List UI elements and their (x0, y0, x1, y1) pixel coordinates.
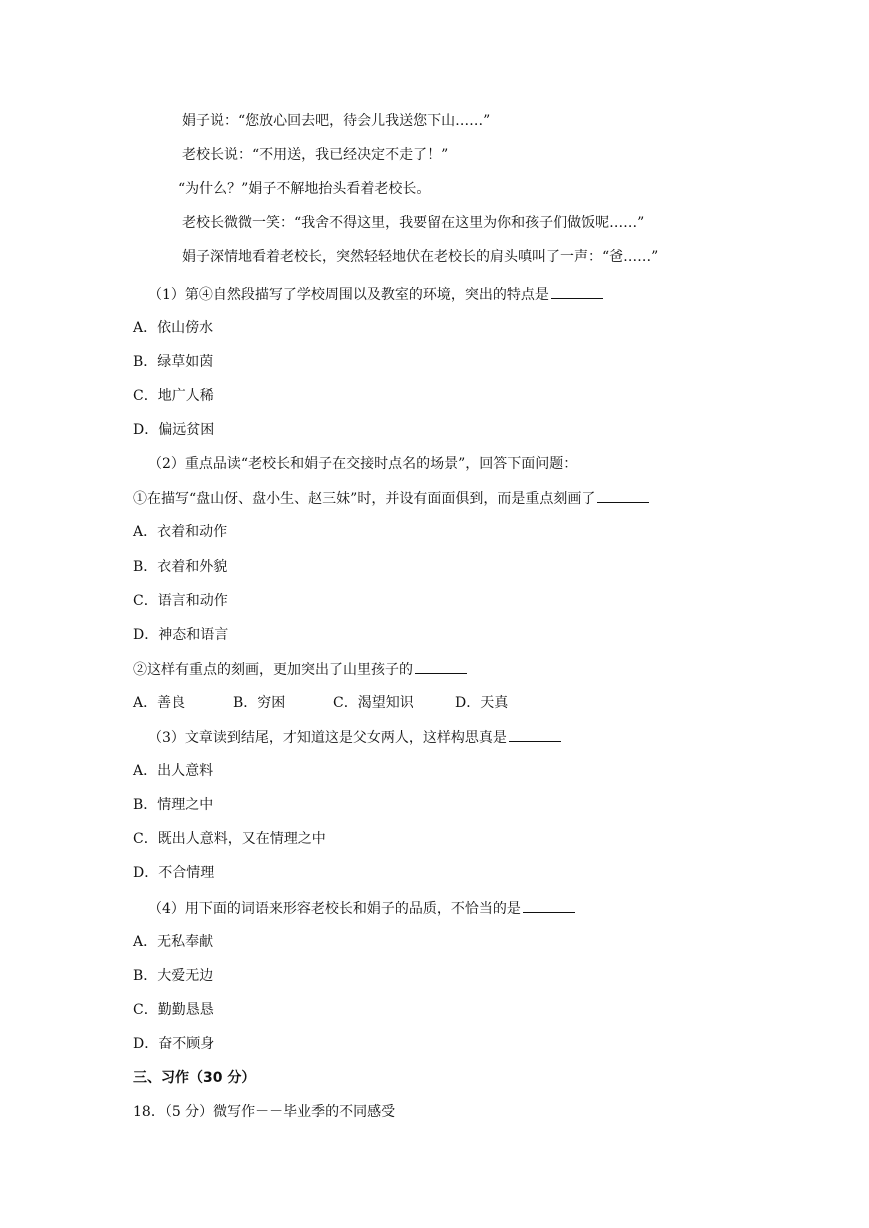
question-4-text: （4）用下面的词语来形容老校长和娟子的品质，不恰当的是 (148, 901, 521, 917)
answer-blank (597, 488, 649, 503)
q2-sub2-option-b: B．穷困 (233, 695, 286, 711)
q2-sub1-option-a: A．衣着和动作 (133, 524, 228, 540)
q4-option-b: B．大爱无边 (133, 968, 214, 984)
q1-option-c: C．地广人稀 (133, 388, 214, 404)
question-2-sub1-stem (133, 488, 649, 509)
dialogue-line-2: 老校长说：“不用送，我已经决定不走了！” (182, 147, 449, 163)
q2-sub1-option-b: B．衣着和外貌 (133, 559, 228, 575)
q2-sub2-option-a: A．善良 (133, 695, 186, 711)
q3-option-b: B．情理之中 (133, 797, 214, 813)
q4-option-a: A．无私奉献 (133, 934, 214, 950)
dialogue-line-1: 娟子说：“您放心回去吧，待会儿我送您下山……” (182, 113, 491, 129)
q2-sub2-option-c: C．渴望知识 (333, 695, 414, 711)
question-2-sub2-stem (133, 659, 467, 680)
question-18: 18．（5 分）微写作－－毕业季的不同感受 (133, 1104, 396, 1120)
q1-option-a: A．依山傍水 (133, 320, 214, 336)
q4-option-d: D．奋不顾身 (133, 1036, 215, 1052)
answer-blank (509, 727, 561, 742)
question-1-text: （1）第④自然段描写了学校周围以及教室的环境，突出的特点是 (148, 287, 549, 303)
question-2-sub1-text: ①在描写“盘山伢、盘小生、赵三妹”时，并设有面面俱到，而是重点刻画了 (133, 491, 596, 507)
question-2-stem: （2）重点品读“老校长和娟子在交接时点名的场景”，回答下面问题： (148, 456, 578, 472)
answer-blank (523, 898, 575, 913)
question-2-sub2-text: ②这样有重点的刻画，更加突出了山里孩子的 (133, 662, 413, 678)
q1-option-d: D．偏远贫困 (133, 422, 215, 438)
q2-sub1-option-d: D．神态和语言 (133, 627, 229, 643)
dialogue-line-4: 老校长微微一笑：“我舍不得这里，我要留在这里为你和孩子们做饭呢……” (182, 215, 645, 231)
dialogue-line-3: “为什么？”娟子不解地抬头看着老校长。 (178, 181, 431, 197)
dialogue-line-5: 娟子深情地看着老校长，突然轻轻地伏在老校长的肩头嗔叫了一声：“爸……” (182, 249, 659, 265)
q3-option-a: A．出人意料 (133, 763, 214, 779)
answer-blank (415, 659, 467, 674)
answer-blank (551, 284, 603, 299)
q3-option-d: D．不合情理 (133, 865, 215, 881)
q1-option-b: B．绿草如茵 (133, 354, 214, 370)
q2-sub2-option-d: D．天真 (455, 695, 509, 711)
question-4-stem (148, 898, 575, 919)
q3-option-c: C．既出人意料，又在情理之中 (133, 831, 326, 847)
question-3-stem (148, 727, 561, 748)
q2-sub1-option-c: C．语言和动作 (133, 593, 228, 609)
q4-option-c: C．勤勤恳恳 (133, 1002, 214, 1018)
section-3-heading: 三、习作（30 分） (133, 1070, 256, 1086)
q2-sub2-options (133, 693, 508, 713)
question-3-text: （3）文章读到结尾，才知道这是父女两人，这样构思真是 (148, 730, 507, 746)
question-1-stem (148, 284, 603, 305)
